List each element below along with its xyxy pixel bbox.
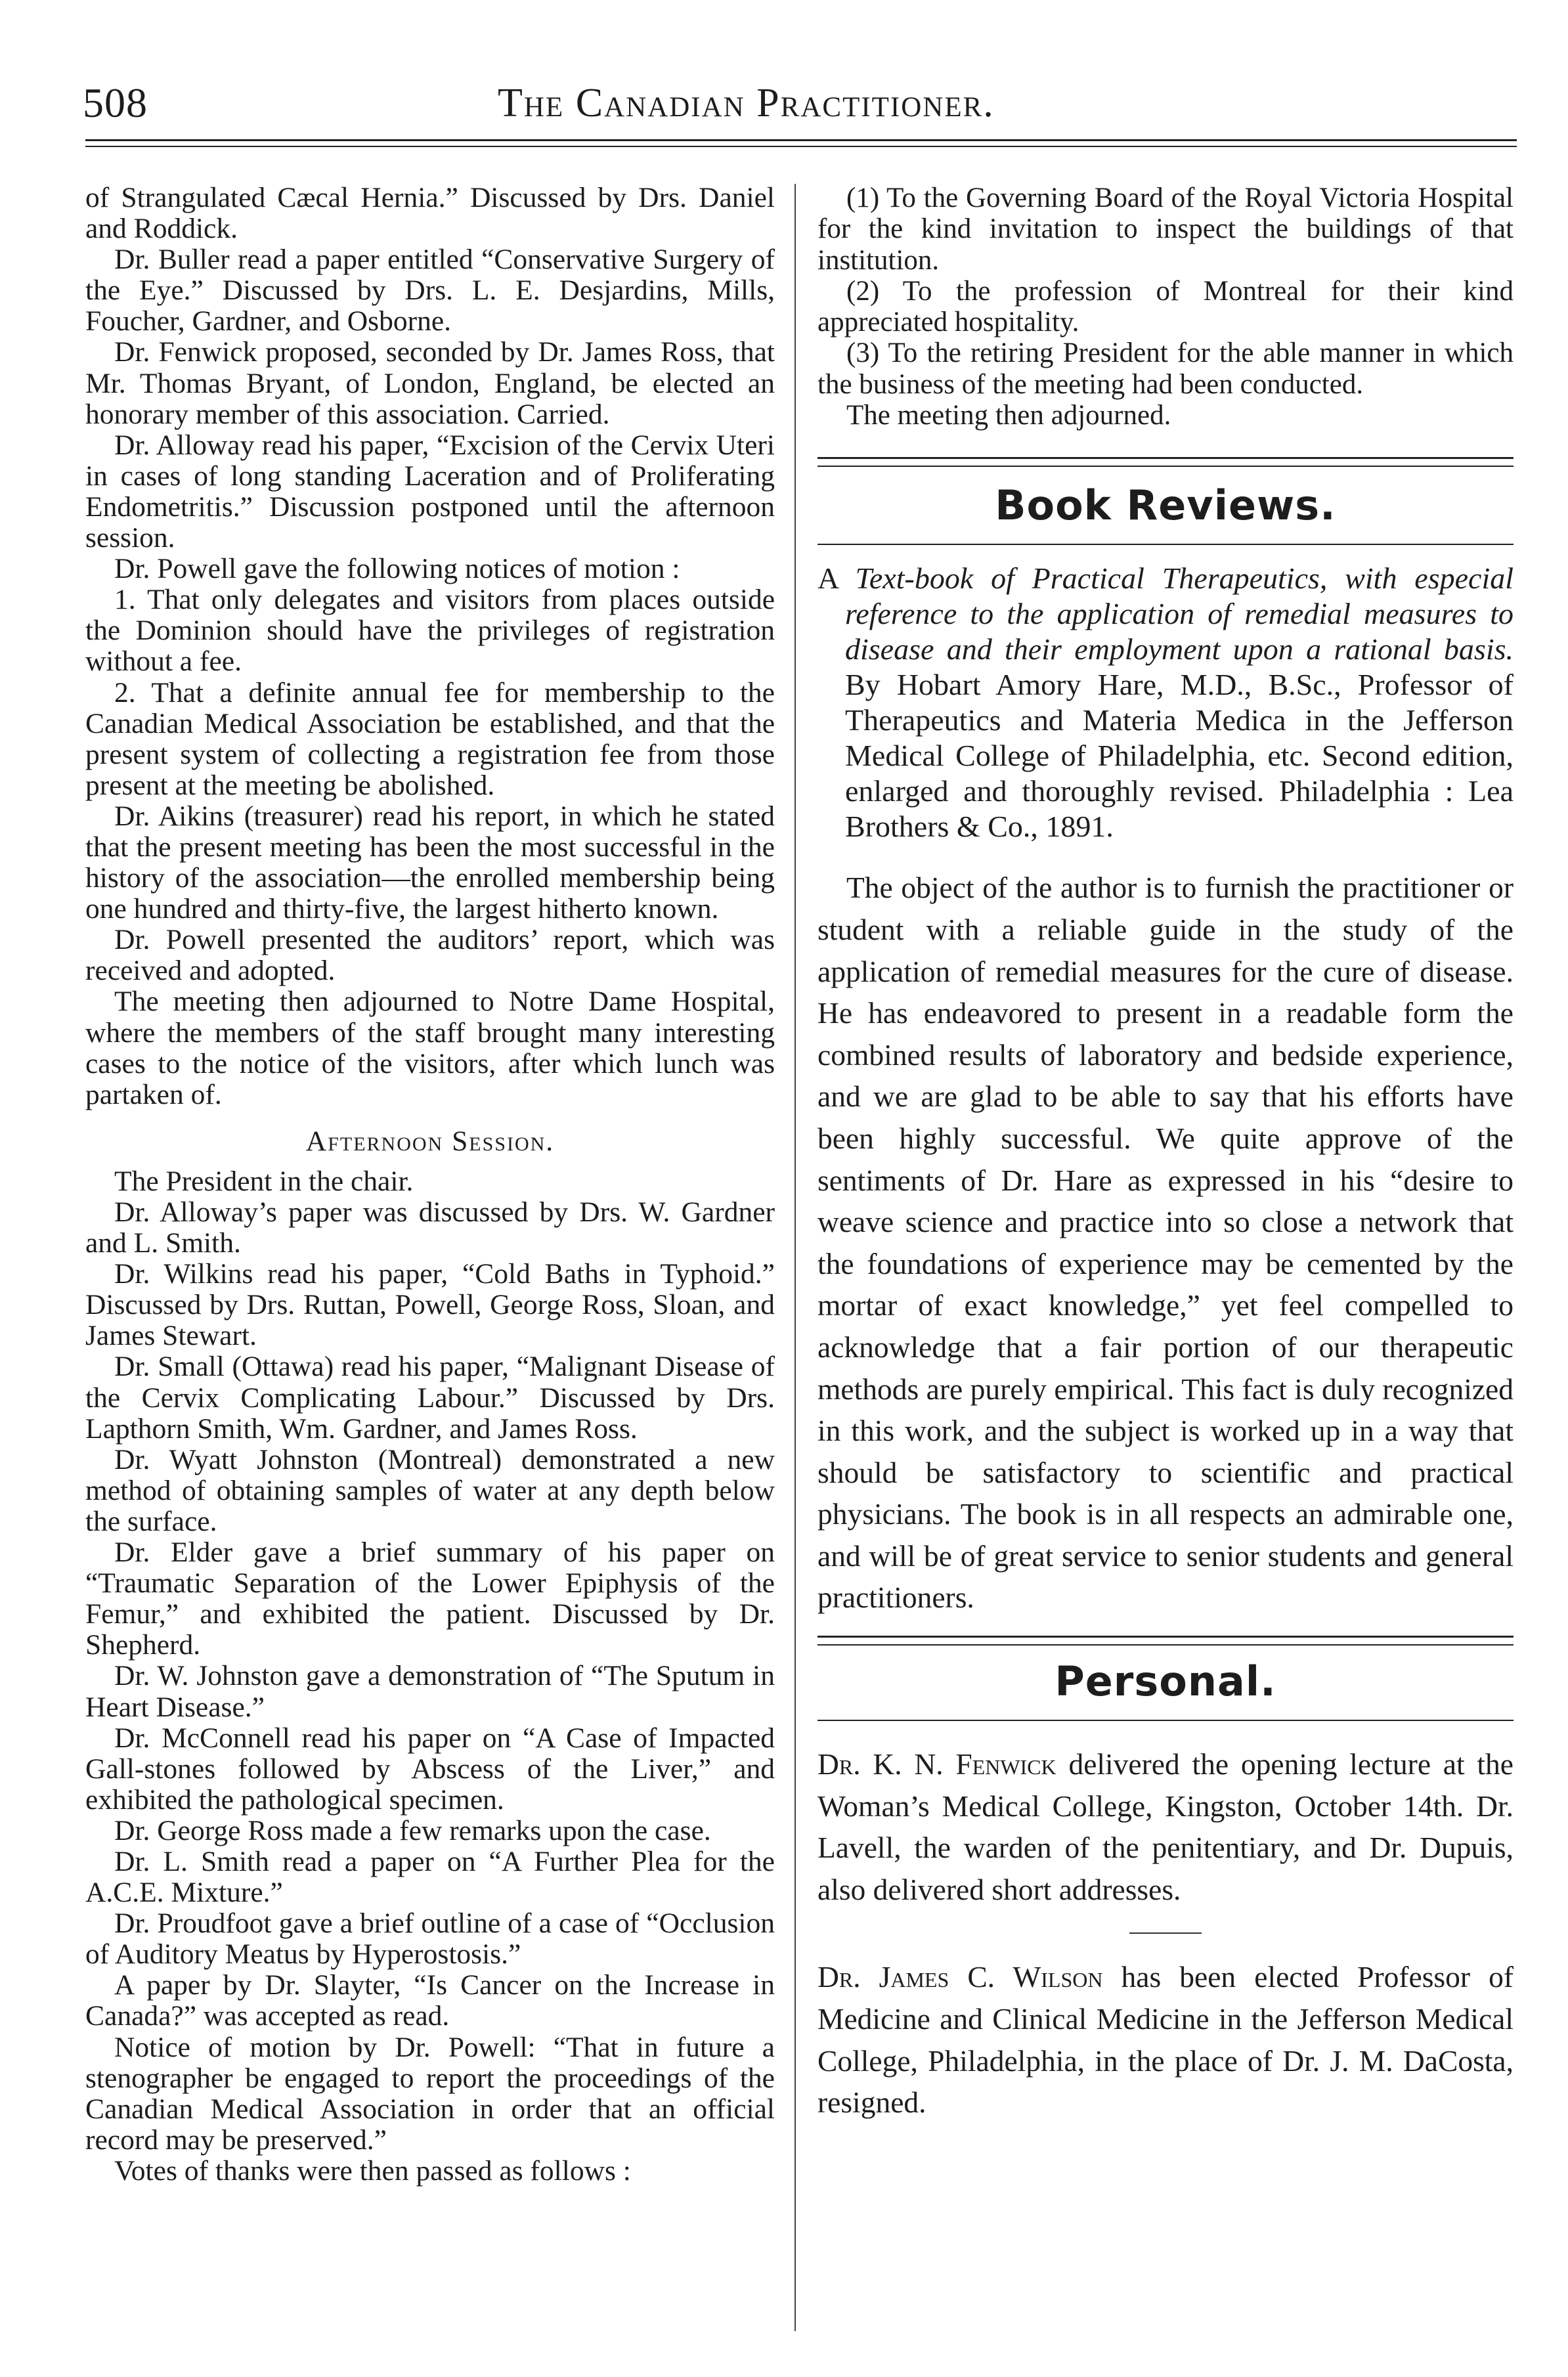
vote-item: (2) To the profession of Montreal for their kind appreciated hospitality.: [817, 275, 1514, 338]
review-byline: By Hobart Amory Hare, M.D., B.Sc., Professor of Therapeutics and Materia Medica in the Jefferson Medical College of Philadelphia, etc. Second edition, enlarged and thoroughly revised. Philadelphia : Lea Brothers & Co., 1891.: [845, 668, 1514, 844]
personal-item: [817, 1956, 1514, 2123]
page-number: 508: [83, 79, 148, 126]
paragraph: of Strangulated Cæcal Hernia.” Discussed by Drs. Daniel and Roddick.: [85, 182, 775, 245]
paragraph: Dr. George Ross made a few remarks upon the case.: [114, 1814, 711, 1846]
paragraph: Dr. Powell presented the auditors’ report, which was received and adopted.: [85, 924, 775, 987]
column-divider: [795, 184, 796, 2331]
paragraph: Dr. Wyatt Johnston (Montreal) demonstrated a new method of obtaining samples of water at any depth below the surface.: [85, 1443, 775, 1537]
personal-text: delivered the opening lecture at the Woman’s Medical College, Kingston, October 14th. Dr. Lavell, the warden of the penitentiary, and Dr. Dupuis, also delivered short addresses.: [817, 1747, 1514, 1906]
personal-text: has been elected Professor of Medicine and Clinical Medicine in the Jefferson Medical College, Philadelphia, in the place of Dr. J. M. DaCosta, resigned.: [817, 1960, 1514, 2120]
paragraph: Dr. Proudfoot gave a brief outline of a case of “Occlusion of Auditory Meatus by Hyperostosis.”: [85, 1908, 775, 1971]
section-rule: [817, 1636, 1514, 1646]
paragraph: Notice of motion by Dr. Powell: “That in future a stenographer be engaged to report the proceedings of the Canadian Medical Association in order that an official record may be preserved.”: [85, 2031, 775, 2156]
review-citation: [817, 561, 1514, 844]
review-title: Text-book of Practical Therapeutics, with especial reference to the application of remedial measures to disease and their employment upon a rational basis.: [845, 561, 1514, 666]
section-rule-thin: [817, 1720, 1514, 1721]
section-rule-thin: [817, 544, 1514, 545]
paragraph: Votes of thanks were then passed as follows :: [114, 2154, 631, 2187]
paragraph: The President in the chair.: [114, 1165, 414, 1197]
paragraph: Dr. Fenwick proposed, seconded by Dr. James Ross, that Mr. Thomas Bryant, of London, England, be elected an honorary member of this association. Carried.: [85, 336, 775, 430]
paragraph: 1. That only delegates and visitors from places outside the Dominion should have the privileges of registration without a fee.: [85, 584, 775, 678]
personal-heading: Personal.: [1055, 1657, 1276, 1706]
personal-item: [817, 1743, 1514, 1910]
afternoon-session-heading: Afternoon Session.: [305, 1125, 555, 1157]
votes-of-thanks: [817, 183, 1514, 431]
review-lead: A: [817, 561, 838, 596]
personal-name: Dr. K. N. Fenwick: [817, 1747, 1056, 1781]
paragraph: Dr. Small (Ottawa) read his paper, “Malignant Disease of the Cervix Complicating Labour.” Discussed by Drs. Lapthorn Smith, Wm. Gardner, and James Ross.: [85, 1351, 775, 1445]
paragraph: The meeting then adjourned to Notre Dame Hospital, where the members of the staff brought many interesting cases to the notice of the visitors, after which lunch was partaken of.: [85, 986, 775, 1110]
paragraph: Dr. Aikins (treasurer) read his report, in which he stated that the present meeting has been the most successful in the history of the association—the enrolled membership being one hundred and thirty-five, the largest hitherto known.: [85, 800, 775, 925]
paragraph: 2. That a definite annual fee for membership to the Canadian Medical Association be established, and that the present system of collecting a registration fee from those present at the meeting be abolished.: [85, 676, 775, 801]
paragraph: Dr. Elder gave a brief summary of his paper on “Traumatic Separation of the Lower Epiphysis of the Femur,” and exhibited the patient. Discussed by Dr. Shepherd.: [85, 1537, 775, 1661]
left-column: [85, 183, 775, 2187]
closing-line: The meeting then adjourned.: [846, 400, 1171, 431]
paragraph: Dr. Alloway’s paper was discussed by Drs. W. Gardner and L. Smith.: [85, 1196, 775, 1259]
page-header: [77, 60, 1522, 133]
paragraph: Dr. W. Johnston gave a demonstration of “The Sputum in Heart Disease.”: [85, 1660, 775, 1723]
paragraph: Dr. McConnell read his paper on “A Case of Impacted Gall-stones followed by Abscess of the Liver,” and exhibited the pathological specimen.: [85, 1722, 775, 1816]
paragraph: Dr. L. Smith read a paper on “A Further Plea for the A.C.E. Mixture.”: [85, 1845, 775, 1909]
book-reviews-heading: Book Reviews.: [995, 481, 1336, 530]
vote-item: (1) To the Governing Board of the Royal Victoria Hospital for the kind invitation to inspect the buildings of that institution.: [817, 183, 1514, 276]
review-body: The object of the author is to furnish the practitioner or student with a reliable guide in the study of the application of remedial measures for the cure of disease. He has endeavored to present in a readable form the combined results of laboratory and bedside experience, and we are glad to be able to say that his efforts have been highly successful. We quite approve of the sentiments of Dr. Hare as expressed in his “desire to weave science and practice into so close a network that the foundations of experience may be cemented by the mortar of exact knowledge,” yet feel compelled to acknowledge that a fair portion of our therapeutic methods are purely empirical. This fact is duly recognized in this work, and the subject is worked up in a way that should be satisfactory to scientific and practical physicians. The book is in all respects an admirable one, and will be of great service to senior students and general practitioners.: [817, 871, 1514, 1615]
right-column: [817, 183, 1514, 2124]
header-rule-top: [85, 139, 1517, 141]
paragraph: Dr. Alloway read his paper, “Excision of the Cervix Uteri in cases of long standing Laceration and of Proliferating Endometritis.” Discussion postponed until the afternoon session.: [85, 429, 775, 554]
paragraph: Dr. Powell gave the following notices of motion :: [114, 553, 680, 585]
vote-item: (3) To the retiring President for the able manner in which the business of the meeting had been conducted.: [817, 338, 1514, 400]
item-separator: [1129, 1932, 1202, 1934]
header-rule-bottom: [85, 146, 1517, 147]
section-rule: [817, 457, 1514, 467]
paragraph: Dr. Buller read a paper entitled “Conservative Surgery of the Eye.” Discussed by Drs. L. E. Desjardins, Mills, Foucher, Gardner, and Osborne.: [85, 244, 775, 338]
running-head: The Canadian Practitioner.: [498, 81, 995, 125]
paragraph: Dr. Wilkins read his paper, “Cold Baths in Typhoid.” Discussed by Drs. Ruttan, Powell, George Ross, Sloan, and James Stewart.: [85, 1258, 775, 1352]
paragraph: A paper by Dr. Slayter, “Is Cancer on the Increase in Canada?” was accepted as read.: [85, 1969, 775, 2032]
personal-name: Dr. James C. Wilson: [817, 1960, 1103, 1994]
